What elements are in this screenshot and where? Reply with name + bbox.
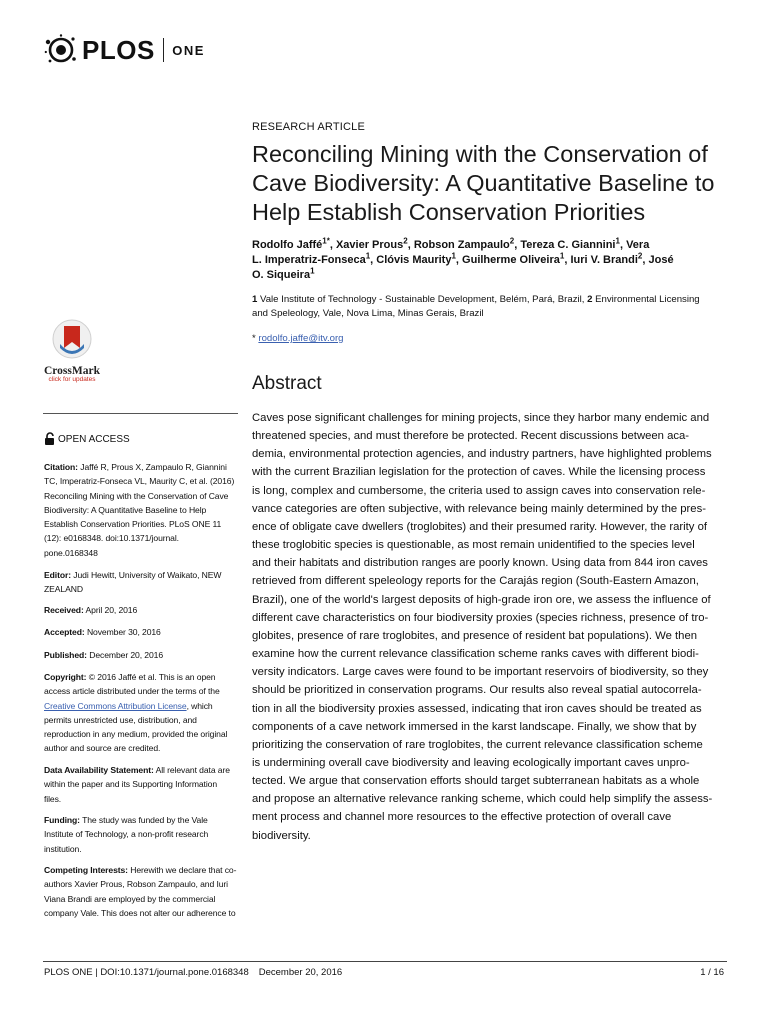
affiliations — [252, 293, 722, 321]
received-label: Received: — [44, 605, 84, 615]
footer-divider — [43, 961, 727, 962]
affil-number: 1 — [252, 294, 258, 305]
open-access-badge — [44, 432, 130, 446]
footer-journal-doi: PLOS ONE | DOI:10.1371/journal.pone.0168348 — [44, 967, 249, 978]
abstract-line: biodiversity. — [252, 829, 311, 842]
author-name: Guilherme Oliveira — [462, 254, 560, 266]
funding-text-part: institution. — [44, 843, 82, 854]
published-date: December 20, 2016 — [89, 650, 164, 660]
open-lock-icon — [44, 432, 56, 446]
editor-label: Editor: — [44, 570, 71, 580]
author-name: Tereza C. Giannini — [520, 239, 616, 251]
citation-text-part: Jaffé R, Prous X, Zampaulo R, Giannini — [80, 462, 227, 472]
footer-date: December 20, 2016 — [258, 967, 343, 978]
editor-block — [44, 568, 244, 597]
corresponding-email — [252, 333, 344, 344]
footer-citation — [44, 967, 342, 978]
logo-journal: ONE — [172, 42, 205, 58]
plos-logo-icon — [44, 33, 78, 67]
competing-text-part: company Vale. This does not alter our adherence to — [44, 907, 236, 918]
crossmark-badge[interactable] — [42, 318, 102, 383]
author-affil: 1 — [310, 266, 315, 276]
copyright-text-part: © 2016 Jaffé et al. This is an open — [88, 672, 216, 682]
abstract-text — [252, 409, 727, 845]
copyright-text-part: author and source are credited. — [44, 743, 161, 754]
crossmark-name: CrossMark — [43, 365, 100, 377]
abstract-line: tion in all the biodiversity proxies assessed, indicating that iron caves should be treated as — [252, 702, 702, 715]
affil-text-part: Environmental Licensing — [595, 294, 700, 305]
competing-interests-block — [44, 863, 244, 920]
author-affil: 1 — [559, 251, 565, 261]
citation-text-part: Reconciling Mining with the Conservation of Cave — [44, 490, 229, 501]
competing-label: Competing Interests: — [44, 865, 128, 875]
abstract-heading: Abstract — [252, 373, 322, 394]
abstract-line: ence of obligate cave dwellers (troglobites) and their presumed rarity. However, the rarity of — [252, 520, 708, 533]
abstract-line: and propose an alternative relevance ranking scheme, which could help simplify the assess- — [252, 793, 713, 806]
copyright-text-part: permits unrestricted use, distribution, and — [44, 714, 197, 725]
abstract-line: threatened species, and must therefore be protected. Recent discussions between aca- — [252, 430, 690, 443]
data-availability-block — [44, 763, 244, 806]
page-number: 1 / 16 — [700, 967, 724, 978]
data-availability-label: Data Availability Statement: — [44, 765, 154, 775]
funding-text-part: Institute of Technology, a non-profit research — [44, 829, 209, 840]
copyright-text-part: , which — [186, 700, 213, 711]
citation-text-part: Establish Conservation Priorities. PLoS ONE 11 — [44, 519, 222, 530]
citation-text-part: TC, Imperatriz-Fonseca VL, Maurity C, et al. (2016) — [44, 476, 235, 487]
abstract-line: globites, presence of rare troglobites, and presence of resident bat populations). We then — [252, 629, 698, 642]
received-block — [44, 603, 244, 617]
abstract-line: with the current Brazilian legislation for the protection of caves. While the licensing process — [252, 466, 706, 479]
author-list: Rodolfo Jaffé$^{1*}$, Xavier Prous$^2$, Robson Zampaulo$^2$, Tereza C. Giannini$^1$, Vera L. Imperatriz-Fonseca$^1$, Clóvis Maurity$^1$, Guilherme Oliveira$^1$, Iuri V. Brandi$^2$, José O. Siqueira$^1$ — [252, 236, 674, 281]
email-link[interactable]: rodolfo.jaffe@itv.org — [258, 333, 344, 344]
author-name-part: L. Imperatriz-Fonseca — [252, 254, 366, 266]
citation-text-part: pone.0168348 — [44, 547, 98, 558]
author-name: Xavier Prous — [335, 239, 404, 251]
author-affil: 2 — [509, 236, 515, 246]
data-availability-text-part: All relevant data are — [155, 765, 230, 775]
author-name: Rodolfo Jaffé — [252, 239, 323, 251]
data-availability-text-part: files. — [44, 793, 62, 804]
competing-text-part: Viana Brandi are employed by the commercial — [44, 893, 216, 904]
crossmark-sub: click for updates — [48, 376, 96, 383]
affil-number: 2 — [587, 294, 593, 305]
competing-text-part: Herewith we declare that co- — [130, 865, 237, 875]
abstract-line: and their habitats and distribution ranges are poorly known. Using data from 844 iron caves — [252, 557, 708, 570]
accepted-date: November 30, 2016 — [86, 627, 161, 637]
funding-label: Funding: — [44, 815, 80, 825]
title-line: Help Establish Conservation Priorities — [252, 199, 646, 225]
abstract-line: should be prioritized in conservation programs. Our results also reveal spatial autocorrela- — [252, 684, 702, 697]
abstract-line: components of a cave network immersed in the karst landscape. Finally, we show that by — [252, 720, 697, 733]
published-block — [44, 648, 244, 662]
abstract-line: is undermining overall cave biodiversity and leaving ecologically important caves unpro- — [252, 756, 690, 769]
abstract-line: versity indicators. Large caves were found to be important reservoirs of biodiversity, so they — [252, 666, 709, 679]
copyright-label: Copyright: — [44, 672, 87, 682]
author-affil: 2 — [637, 251, 643, 261]
abstract-line: ment process and channel more resources to the effective protection of overall cave — [252, 811, 672, 824]
author-affil: 2 — [403, 236, 408, 246]
author-name-part: O. Siqueira — [252, 269, 311, 281]
author-name: Clóvis Maurity — [376, 254, 452, 266]
citation-label: Citation: — [44, 462, 78, 472]
affil-text: Vale Institute of Technology - Sustainable Development, Belém, Pará, Brazil, — [260, 294, 585, 305]
crossmark-icon — [52, 318, 92, 360]
author-affil: 1 — [451, 251, 456, 261]
article-title — [252, 140, 732, 227]
copyright-text-part: access article distributed under the terms of the — [44, 686, 220, 697]
funding-text-part: The study was funded by the Vale — [82, 815, 208, 825]
accepted-label: Accepted: — [44, 627, 85, 637]
abstract-line: these troglobitic species is questionable, as most remain unidentified to the species level — [252, 539, 695, 552]
author-name-part: Vera — [626, 239, 650, 251]
plos-one-logo — [44, 33, 205, 67]
competing-text-part: authors Xavier Prous, Robson Zampaulo, and Iuri — [44, 879, 228, 890]
author-affil: 1* — [322, 236, 330, 246]
data-availability-text-part: within the paper and its Supporting Information — [44, 779, 218, 790]
affil-text-part: and Speleology, Vale, Nova Lima, Minas Gerais, Brazil — [252, 308, 484, 319]
article-type: RESEARCH ARTICLE — [252, 121, 366, 133]
title-line: Reconciling Mining with the Conservation of — [252, 141, 708, 167]
citation-block — [44, 460, 244, 560]
author-name: Robson Zampaulo — [413, 239, 510, 251]
author-name-part: José — [648, 254, 674, 266]
accepted-block — [44, 625, 244, 639]
title-line: Cave Biodiversity: A Quantitative Baseline to — [252, 170, 715, 196]
abstract-line: vance categories are often subjective, with relevance being mainly determined by the pres- — [252, 502, 707, 515]
received-date: April 20, 2016 — [85, 605, 138, 615]
published-label: Published: — [44, 650, 87, 660]
funding-block — [44, 813, 244, 856]
sidebar-divider — [43, 413, 238, 414]
abstract-line: Caves pose significant challenges for mining projects, since they harbor many endemic and — [252, 412, 710, 424]
editor-text-part: Judi Hewitt, University of Waikato, NEW — [73, 570, 222, 580]
email-marker: * — [252, 333, 256, 344]
abstract-line: prioritizing the conservation of rare troglobites, the current relevance classification scheme — [252, 738, 703, 751]
editor-text-part: ZEALAND — [44, 584, 83, 595]
abstract-line: is long, complex and cumbersome, the criteria used to assign caves into conservation rele- — [252, 484, 706, 497]
copyright-text-part: reproduction in any medium, provided the original — [44, 729, 228, 740]
abstract-line: retrieved from different speleology reports for the Carajás region (South-Eastern Amazon, — [252, 575, 699, 588]
abstract-line: Brazil), one of the world's largest deposits of high-grade iron ore, we assess the influence of — [252, 593, 711, 606]
logo-brand: PLOS — [82, 34, 155, 65]
open-access-label: OPEN ACCESS — [58, 433, 130, 445]
copyright-block — [44, 670, 244, 756]
abstract-line: examine how the current relevance classification scheme ranks caves with different biodi- — [252, 648, 699, 661]
abstract-line: demia, environmental protection agencies, and industry partners, have highlighted problems — [252, 448, 712, 461]
citation-text-part: (12): e0168348. doi:10.1371/journal. — [44, 533, 179, 544]
citation-text-part: Biodiversity: A Quantitative Baseline to Help — [44, 504, 207, 515]
abstract-line: tected. We argue that conservation efforts should target subterranean habitats as a whole — [252, 775, 700, 788]
abstract-line: different cave characteristics on four biodiversity proxies (species richness, presence of tro- — [252, 611, 709, 624]
logo-divider — [163, 38, 165, 62]
author-name: Iuri V. Brandi — [570, 254, 638, 266]
license-link[interactable]: Creative Commons Attribution License — [44, 700, 187, 711]
author-affil: 1 — [365, 251, 371, 261]
author-affil: 1 — [615, 236, 620, 246]
